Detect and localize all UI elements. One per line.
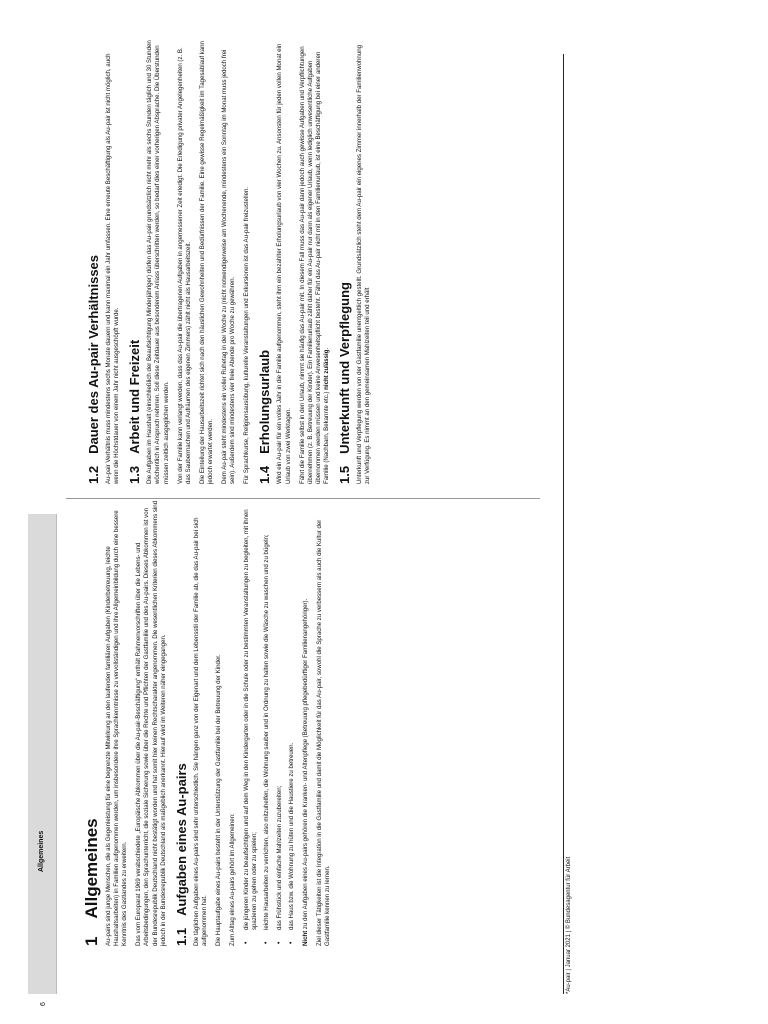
section-title: Aufgaben eines Au-pairs bbox=[173, 763, 189, 916]
paragraph: Wird ein Au-pair für ein volles Jahr in die Familie aufgenommen, steht ihm ein bezahlter Erholungsurlaub von vier Wochen zu. Ansonsten für jeden vollen Monat ein Urlaub von zwei Werktagen. bbox=[276, 43, 292, 484]
section-heading bbox=[127, 38, 143, 484]
paragraph: Von der Familie kann verlangt werden, dass das Au-pair die übertragenen Aufgaben in angemessener Zeit erledigt. Die Erledigung privater Angelegenheiten (z. B. das Saubermachen und Aufräumen des eigenen Zimmers) zählt nicht als Hausarbeitszeit. bbox=[176, 47, 192, 484]
footer-rule bbox=[563, 54, 564, 994]
paragraph: Dem Au-pair steht mindestens ein voller Ruhetag in der Woche zu (nicht notwendigerweise am Wochenende, mindestens ein Sonntag im Monat muss jedoch frei sein). Außerdem sind mindestens vier freie Abende pro Woche zu gewähren. bbox=[221, 49, 237, 484]
paragraph: Das vom Europarat 1969 verabschiedete „Europäische Abkommen über die Au-pair-Beschäftigung“ enthält Rahmenvorschriften über die Lebens- und Arbeitsbedingungen, den Sprachunterricht, die soziale Sicherung sowie über die Rechte und Pflichten der Gastfamilie und des Au-pairs. Dieses Abkommen ist von der Bundesrepublik Deutschland nicht bestätigt worden und hat somit hier keinen Rechtscharakter angenommen. Die wesentlichen Kriterien dieses Abkommens sind jedoch in der Bundesrepublik Deutschland als maßgeblich anerkannt. Hierauf wird im Weiteren näher eingegangen. bbox=[135, 500, 167, 946]
section-heading bbox=[257, 38, 273, 484]
list-item: • das Frühstück und einfache Mahlzeiten zuzubereiten; bbox=[276, 500, 284, 946]
footnote-text: Au-pair | Januar 2021 | © Bundesagentur für Arbeit bbox=[566, 856, 572, 992]
paragraph bbox=[299, 38, 331, 484]
left-column bbox=[82, 500, 338, 946]
section-number: 1.2 bbox=[86, 465, 101, 484]
section-number: 1.4 bbox=[257, 465, 273, 484]
chapter-title: Allgemeines bbox=[82, 818, 101, 919]
chapter-heading bbox=[82, 500, 101, 946]
emphasis: nicht zulässig bbox=[322, 349, 330, 390]
header-band bbox=[28, 514, 56, 994]
paragraph: Zum Alltag eines Au-pairs gehört im Allgemeinen: bbox=[229, 813, 237, 946]
list-item: • leichte Hausarbeiten zu verrichten, also mitzuhelfen, die Wohnung sauber und in Ordnung zu halten sowie die Wäsche zu waschen und zu bügeln; bbox=[263, 500, 271, 946]
section-number: 1.3 bbox=[127, 465, 143, 484]
paragraph-text: Fährt die Familie selbst in den Urlaub, nimmt sie häufig das Au-pair mit. In diesem Fall muss das Au-pair dann jedoch auch gewisse Aufgaben und Verpflichtungen übernehmen (z. B. Betreuung der Kinder). Ein Familienurlaub zählt daher für ein Au-pair nur dann als eigener Urlaub, wenn lediglich unwesentliche Aufgaben übernommen werden müssen und keine Anwesenheitspflicht besteht. Fährt das Au-pair nicht mit in den Familienurlaub, ist eine Beschäftigung bei einer anderen Familie (Nachbarn, Bekannte etc.) bbox=[298, 46, 330, 484]
right-column bbox=[86, 38, 378, 484]
section-title: Dauer des Au-pair Verhältnisses bbox=[86, 254, 101, 454]
task-list bbox=[243, 500, 295, 946]
section-number: 1.5 bbox=[336, 465, 352, 484]
paragraph-text: . bbox=[322, 347, 330, 350]
section-title: Erholungsurlaub bbox=[257, 349, 273, 454]
section-title: Arbeit und Freizeit bbox=[127, 339, 143, 454]
footnote-marker: * bbox=[566, 991, 572, 994]
footnote bbox=[566, 857, 572, 994]
page-number: 6 bbox=[40, 1002, 47, 1006]
section-number: 1.1 bbox=[173, 927, 189, 946]
paragraph: Au-pairs sind junge Menschen, die als Gegenleistung für eine begrenzte Mitwirkung an den laufenden familiären Aufgaben (Kinderbetreuung, leichte Haushaltsarbeiten) in Familien aufgenommen werden, um insbesondere ihre Sprachkenntnisse zu vervollständigen und ihre Allgemeinbildung durch eine bessere Kenntnis des Gastlandes zu erweitern. bbox=[105, 510, 129, 946]
list-item: • das Haus bzw. die Wohnung zu hüten und die Haustiere zu betreuen. bbox=[288, 500, 296, 946]
paragraph: Au-pair Verhältnis muss mindestens sechs Monate dauern und kann maximal ein Jahr umfassen. Eine erneute Beschäftigung als Au-pair ist nicht möglich, auch wenn die Höchstdauer von einem Jahr nicht ausgeschöpft wurde. bbox=[105, 53, 121, 484]
paragraph-text: zu den Aufgaben eines Au-pairs gehören die Kranken- und Altenpflege (Betreuung pflegebedürftiger Familienangehöriger). bbox=[301, 598, 309, 931]
paragraph: Für Sprachkurse, Religionsausübung, kulturelle Veranstaltungen und Exkursionen ist das Au-pair freizustellen. bbox=[243, 186, 251, 484]
paragraph: Die Einteilung der Hausarbeitszeit richtet sich nach den häuslichen Gewohnheiten und Bedürfnissen der Familie. Eine gewisse Regelmäßigkeit im Tagesablauf kann jedoch erwartet werden. bbox=[198, 41, 214, 484]
paragraph: Die Hauptaufgabe eines Au-pairs besteht in der Unterstützung der Gastfamilie bei der Betreuung der Kinder. bbox=[215, 654, 223, 946]
paragraph bbox=[302, 500, 310, 946]
running-header: Allgemeines bbox=[38, 830, 45, 872]
header-divider bbox=[56, 514, 57, 994]
paragraph: Die Aufgaben im Haushalt (einschließlich der Beaufsichtigung Minderjähriger) dürfen das Au-pair grundsätzlich nicht mehr als sechs Stunden täglich und 30 Stunden wöchentlich in Anspruch nehmen. Soll diese Zeitdauer aus besonderem Anlass überschritten werden, so bedarf dies einer vorherigen Absprache. Die Überstunden müssen zeitlich ausgeglichen werden. bbox=[146, 40, 170, 484]
section-title: Unterkunft und Verpflegung bbox=[336, 282, 352, 454]
emphasis: Nicht bbox=[301, 930, 309, 946]
section-heading bbox=[336, 38, 352, 484]
section-heading bbox=[173, 500, 189, 946]
list-item: • die jüngeren Kinder zu beaufsichtigen und auf dem Weg in den Kindergarten oder in die Schule oder zu bestimmten Veranstaltungen zu begleiten, mit ihnen spazieren zu gehen oder zu spielen; bbox=[243, 500, 259, 946]
section-heading bbox=[86, 38, 101, 484]
paragraph: Die täglichen Aufgaben eines Au-pairs sind sehr unterschiedlich. Sie hängen ganz von der Eigenart und dem Lebensstil der Familie ab, die das Au-pair bei sich aufgenommen hat. bbox=[192, 517, 208, 946]
paragraph: Unterkunft und Verpflegung werden von der Gastfamilie unentgeltlich gestellt. Grundsätzlich steht dem Au-pair ein eigenes Zimmer innerhalb der Familienwohnung zur Verfügung. Es nimmt an den gemeinsamen Mahlzeiten teil und erhält bbox=[356, 45, 372, 484]
chapter-number: 1 bbox=[82, 936, 101, 946]
paragraph: Ziel dieser Tätigkeiten ist die Integration in die Gastfamilie und damit die Möglichkeit für das Au-pair, sowohl die Sprache zu verbessern als auch die Kultur der Gastfamilie kennen zu lernen. bbox=[315, 519, 331, 946]
